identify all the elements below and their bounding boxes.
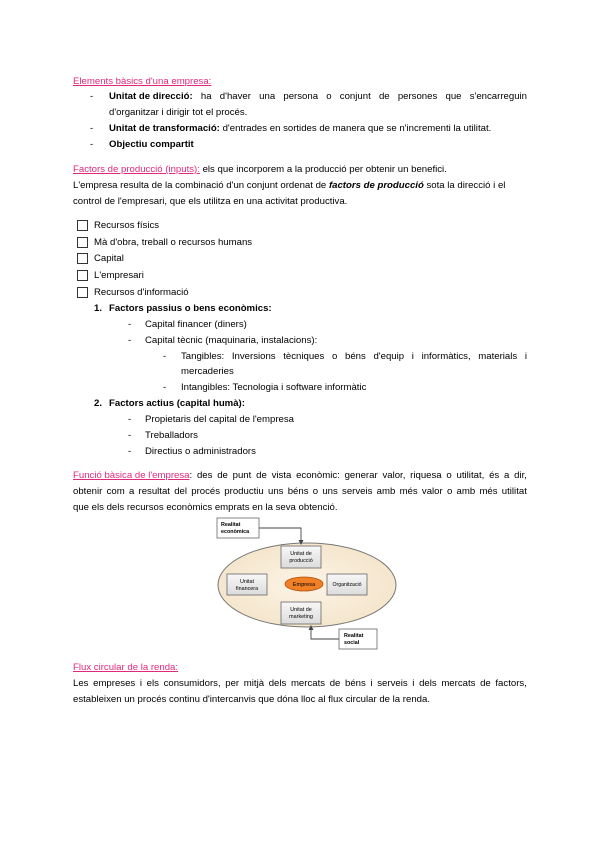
section-title-flux: Flux circular de la renda: [73,662,179,673]
funcio-line-1: Funció bàsica de l'empresa: des de punt de vista econòmic: generar valor, riquesa o utilitat, és a dir, [73,470,527,481]
section-title-funcio: Funció bàsica de l'empresa [73,470,190,481]
checkbox-ma-obra[interactable] [77,237,88,248]
intangibles-line: Intangibles: Tecnologia i software informàtic [181,382,367,393]
realitat-economica-label: Realitat [221,522,241,528]
produccio-label: Unitat de [290,551,312,557]
factors-paragraph-1: L'empresa resulta de la combinació d'un conjunt ordenat de factors de producció sota la direcció i el [73,180,506,191]
realitat-social-label: social [344,640,360,646]
flux-line-2: estableixen un procés continu d'intercanvis que dóna lloc al flux circular de la renda. [73,694,431,705]
sub-sub-dash: - [163,351,167,362]
section-title-elements: Elements bàsics d'una empresa: [73,76,212,87]
bullet-objectiu: Objectiu compartit [109,139,194,150]
sub-item: Propietaris del capital de l'empresa [145,414,295,425]
checkbox-recursos-fisics[interactable] [77,220,88,231]
empresa-diagram [215,516,401,651]
checkbox-empresari[interactable] [77,270,88,281]
marketing-box [281,602,321,624]
empresa-center-label: Empresa [292,582,316,588]
realitat-economica-box [217,518,259,538]
factors-intro-line: Factors de producció (inputs): els que incorporem a la producció per obtenir un benefici. [73,164,447,175]
bullet-direccio-cont: d'organitzar i dirigir tot el procés. [109,107,248,118]
checklist-item: Capital [94,253,124,264]
sub-dash: - [128,446,132,457]
realitat-economica-label: econòmica [221,529,250,535]
checklist-item: L'empresari [94,270,144,281]
bullet-dash: - [90,139,94,150]
realitat-social-label: Realitat [344,633,364,639]
flux-line-1: Les empreses i els consumidors, per mitjà dels mercats de béns i serveis i dels mercats de factors, [73,678,527,689]
numbered-item-actius: Factors actius (capital humà): [109,398,245,409]
tangibles-cont: mercaderies [181,366,234,377]
list-number: 1. [94,303,103,314]
realitat-social-box [339,629,377,649]
marketing-label: Unitat de [290,607,312,613]
sub-sub-dash: - [163,382,167,393]
produccio-label: producció [289,558,313,564]
organitzacio-label: Organització [332,582,362,588]
checkbox-capital[interactable] [77,253,88,264]
checklist-item: Mà d'obra, treball o recursos humans [94,237,253,248]
bullet-label: Unitat de direcció: [109,91,193,102]
sub-dash: - [128,319,132,330]
sub-dash: - [128,335,132,346]
bullet-transformacio: Unitat de transformació: d'entrades en sortides de manera que se n'incrementi la utilitat. [109,123,492,134]
sub-item: Capital tècnic (maquinaria, instalacions): [145,335,318,346]
financera-label: Unitat [239,579,255,585]
arrow-bottom [311,628,339,639]
funcio-line-2: obtenir com a resultat del procés productiu uns béns o uns serveis amb més valor o amb més utilitat [73,486,527,497]
tangibles-line: Tangibles: Inversions tècniques o béns d'equip i informàtics, materials i [181,351,527,362]
sub-dash: - [128,430,132,441]
produccio-box [281,546,321,568]
checklist-item: Recursos d'informació [94,287,189,298]
sub-item: Capital financer (diners) [145,319,247,330]
checklist-item: Recursos físics [94,220,160,231]
sub-item: Treballadors [145,430,198,441]
bullet-dash: - [90,123,94,134]
funcio-line-3: que els dels recursos econòmics emprats en la seva obtenció. [73,502,338,513]
factors-paragraph-2: control de l'empresari, que els utilitza en una activitat productiva. [73,196,348,207]
section-title-factors: Factors de producció (inputs): [73,164,200,175]
sub-item: Directius o administradors [145,446,256,457]
sub-dash: - [128,414,132,425]
arrow-top [259,528,301,542]
numbered-item-passius: Factors passius o bens econòmics: [109,303,272,314]
list-number: 2. [94,398,103,409]
bullet-dash: - [90,91,94,102]
bullet-direccio: Unitat de direcció: ha d'haver una persona o conjunt de persones que s'encarreguin [109,91,527,102]
checkbox-recursos-informacio[interactable] [77,287,88,298]
marketing-label: marketing [289,614,313,620]
financera-label: financera [235,586,259,592]
